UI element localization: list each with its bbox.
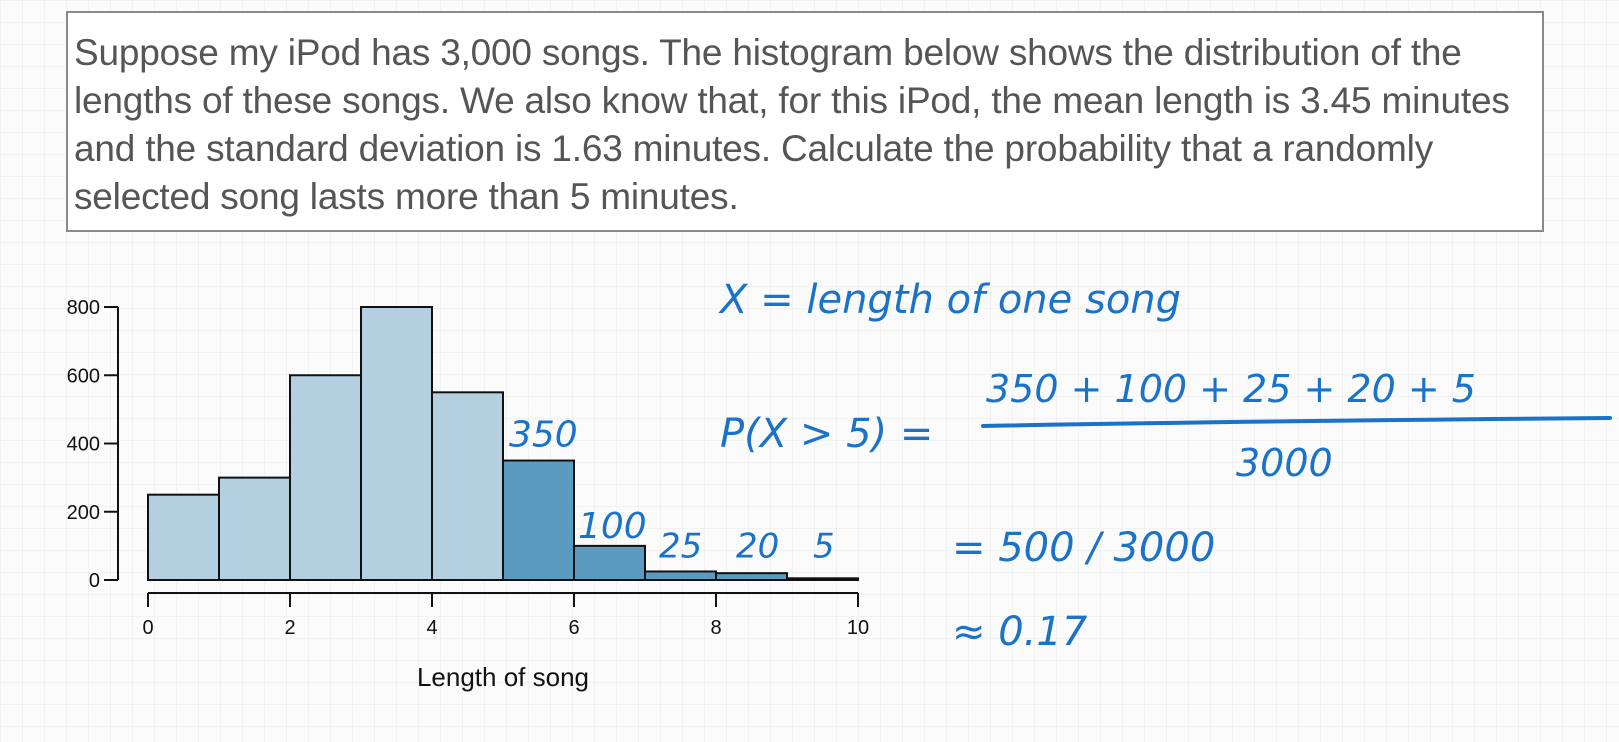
x-tick-label-4: 4 bbox=[426, 617, 438, 639]
histogram-bar-5 bbox=[503, 461, 574, 580]
histogram-bar-7 bbox=[645, 571, 716, 580]
histogram-bar-4 bbox=[432, 392, 503, 580]
y-tick-label-0: 0 bbox=[88, 570, 100, 592]
x-tick-label-6: 6 bbox=[568, 617, 580, 639]
x-axis-title: Length of song bbox=[416, 662, 590, 692]
histogram-bar-2 bbox=[290, 375, 361, 580]
y-tick-label-200: 200 bbox=[66, 501, 100, 524]
x-tick-label-10: 10 bbox=[846, 617, 870, 639]
histogram-bar-3 bbox=[361, 307, 432, 580]
definition-note: X = length of one song bbox=[720, 277, 1182, 323]
probability-lhs: P(X > 5) = bbox=[720, 411, 934, 457]
y-axis bbox=[67, 297, 118, 592]
fraction-numerator: 350 + 100 + 25 + 20 + 5 bbox=[986, 367, 1476, 411]
y-tick-label-800: 800 bbox=[66, 297, 100, 319]
bar-annotation-20: 20 bbox=[736, 526, 780, 567]
bar-annotation-25: 25 bbox=[659, 526, 703, 567]
y-tick-label-400: 400 bbox=[66, 433, 100, 456]
problem-statement-text: Suppose my iPod has 3,000 songs. The histogram below shows the distribution of the lengths of these songs. We also know that, for this iPod, the mean length is 3.45 minutes and the standard deviation is 1.63 minutes. Calculate the probability that a randomly selected song lasts more than 5 minutes. bbox=[74, 32, 1510, 217]
histogram-bar-6 bbox=[574, 546, 645, 580]
handwritten-work bbox=[718, 277, 1610, 655]
histogram-bar-9 bbox=[787, 578, 858, 580]
x-tick-label-2: 2 bbox=[284, 617, 296, 639]
x-tick-label-0: 0 bbox=[142, 617, 154, 639]
histogram-bar-1 bbox=[219, 478, 290, 580]
fraction-denominator: 3000 bbox=[1236, 441, 1333, 485]
histogram-bar-0 bbox=[148, 495, 219, 580]
x-tick-label-8: 8 bbox=[710, 617, 722, 639]
y-tick-label-600: 600 bbox=[66, 365, 100, 388]
bar-annotation-100: 100 bbox=[578, 505, 647, 547]
histogram-bar-8 bbox=[716, 573, 787, 580]
step-three: ≈ 0.17 bbox=[952, 609, 1088, 655]
step-two: = 500 / 3000 bbox=[952, 525, 1216, 571]
fraction-bar bbox=[983, 418, 1610, 426]
x-axis bbox=[142, 593, 869, 639]
bar-annotation-5: 5 bbox=[813, 526, 835, 567]
bar-annotation-350: 350 bbox=[509, 414, 578, 456]
